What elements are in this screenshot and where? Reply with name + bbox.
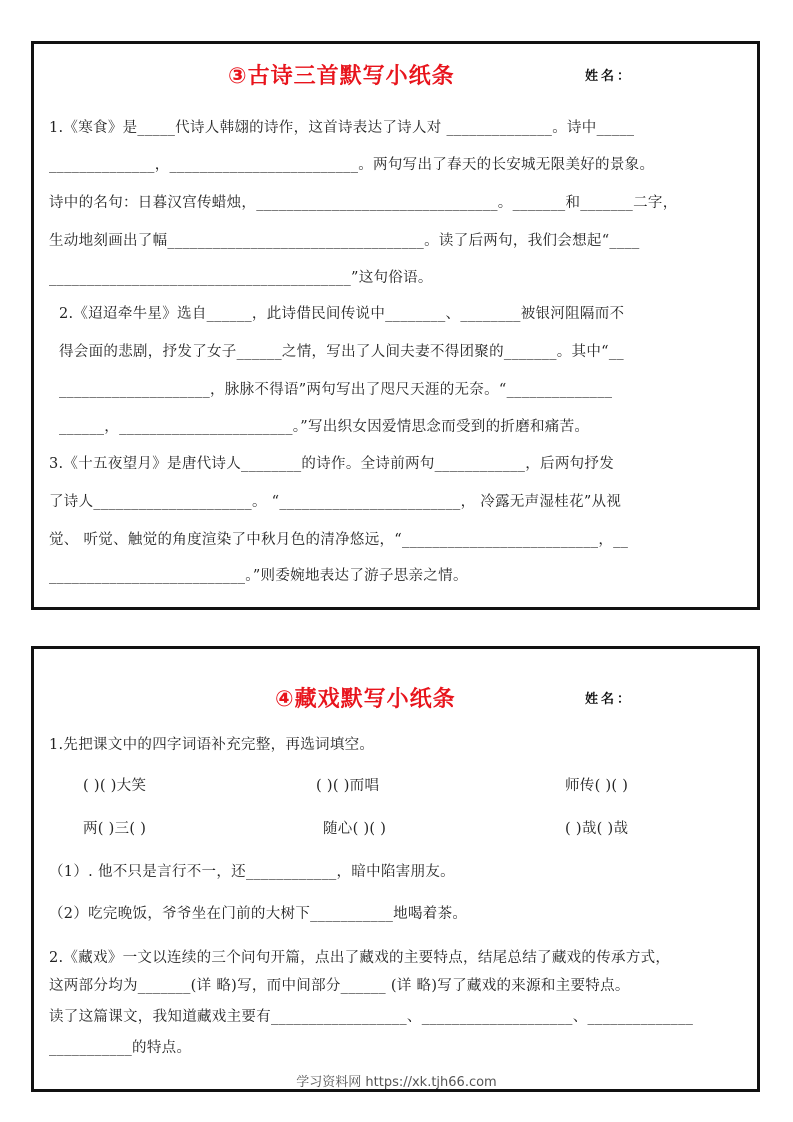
section3-line: 诗中的名句：日暮汉宫传蜡烛，________________________________。_______和_______二字， bbox=[49, 195, 678, 211]
section4-q2-line: 这两部分均为_______(详 略)写，而中间部分______ (详 略)写了藏戏的来源和主要特点。 bbox=[49, 978, 630, 994]
section3-line: ________________________________________”这句俗语。 bbox=[49, 270, 433, 286]
section3-line: 2.《迢迢牵牛星》选自______，此诗借民间传说中________、________被银河阻隔而不 bbox=[59, 306, 625, 322]
section4-q2-line: 读了这篇课文，我知道藏戏主要有__________________、____________________、______________ bbox=[49, 1009, 694, 1025]
section3-line: 得会面的悲剧，抒发了女子______之情，写出了人间夫妻不得团聚的_______。其中“__ bbox=[59, 344, 624, 360]
section3-line: ______________，_________________________。两句写出了春天的长安城无限美好的景象。 bbox=[49, 157, 655, 173]
idiom-blank: ( )( )而唱 bbox=[316, 778, 380, 794]
idiom-blank: ( )哉( )哉 bbox=[565, 821, 629, 837]
section3-line: 1.《寒食》是_____代诗人韩翃的诗作，这首诗表达了诗人对 ______________。诗中_____ bbox=[49, 120, 635, 136]
section4-q1-intro: 1.先把课文中的四字词语补充完整，再选词填空。 bbox=[49, 737, 375, 753]
section3-line: 3.《十五夜望月》是唐代诗人________的诗作。全诗前两句____________，后两句抒发 bbox=[49, 456, 615, 472]
section3-line: 觉、 听觉、触觉的角度渲染了中秋月色的清净悠远，“__________________________，__ bbox=[49, 532, 629, 548]
section4-q2-line: ___________的特点。 bbox=[49, 1040, 192, 1056]
section4-q2-line: 2.《藏戏》一文以连续的三个问句开篇，点出了藏戏的主要特点，结尾总结了藏戏的传承方式， bbox=[49, 950, 671, 966]
section4-name-label: 姓名： bbox=[585, 692, 634, 707]
section4-title: ④藏戏默写小纸条 bbox=[275, 687, 456, 712]
fill-sentence: （1）. 他不只是言行不一，还____________，暗中陷害朋友。 bbox=[49, 864, 455, 880]
section3-line: ____________________，脉脉不得语”两句写出了咫尺天涯的无奈。“______________ bbox=[59, 382, 613, 398]
idiom-blank: 两( )三( ) bbox=[83, 821, 147, 837]
idiom-blank: 师传( )( ) bbox=[565, 778, 629, 794]
fill-sentence: （2）吃完晚饭，爷爷坐在门前的大树下___________地喝着茶。 bbox=[49, 906, 468, 922]
section3-line: 了诗人_____________________。 “________________________， 冷露无声湿桂花”从视 bbox=[49, 494, 622, 510]
section3-line: 生动地刻画出了幅__________________________________。读了后两句，我们会想起“____ bbox=[49, 233, 640, 249]
section3-line: __________________________。”则委婉地表达了游子思亲之情。 bbox=[49, 568, 468, 584]
idiom-blank: 随心( )( ) bbox=[323, 821, 387, 837]
section3-line: ______，_______________________。”写出织女因爱情思念而受到的折磨和痛苦。 bbox=[59, 419, 590, 435]
idiom-blank: ( )( )大笑 bbox=[83, 778, 147, 794]
footer-watermark: 学习资料网 https://xk.tjh66.com bbox=[296, 1075, 497, 1090]
section3-title: ③古诗三首默写小纸条 bbox=[228, 64, 455, 89]
section3-name-label: 姓名： bbox=[585, 69, 634, 84]
